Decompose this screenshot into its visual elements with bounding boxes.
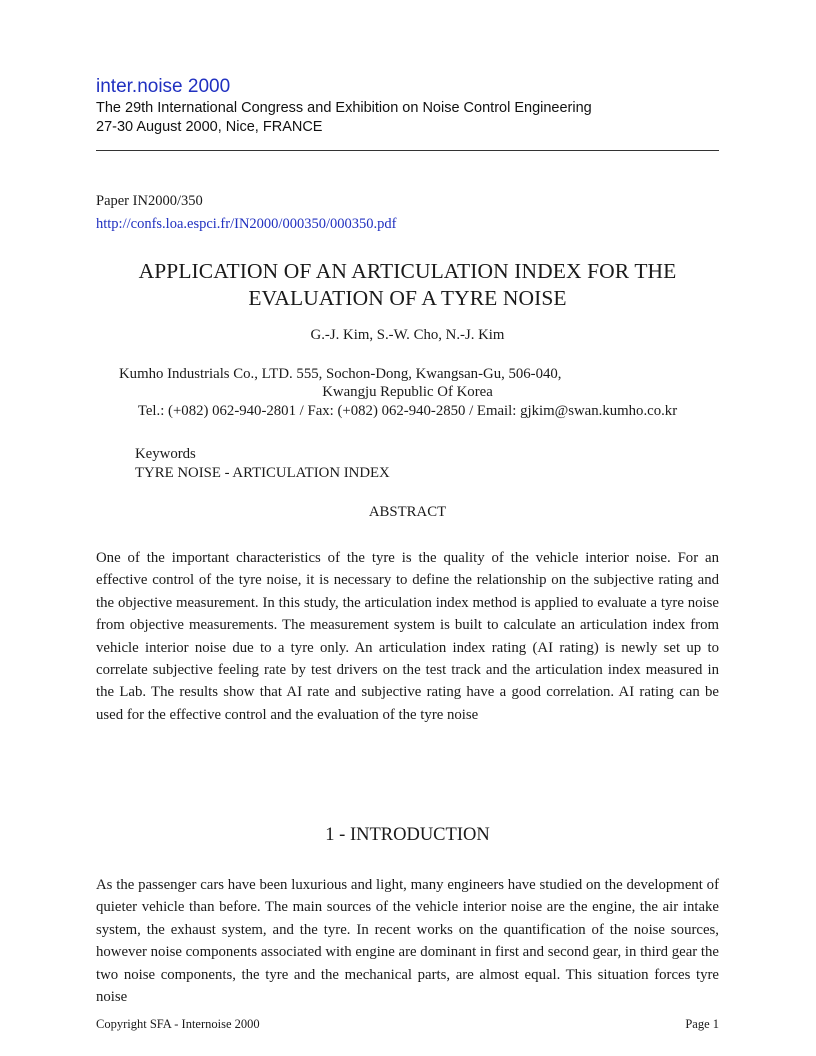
congress-line: The 29th International Congress and Exhibition on Noise Control Engineering — [96, 100, 592, 116]
paper-title — [96, 258, 719, 312]
authors: G.-J. Kim, S.-W. Cho, N.-J. Kim — [310, 327, 505, 343]
contact-line: Tel.: (+082) 062-940-2801 / Fax: (+082) 062-940-2850 / Email: gjkim@swan.kumho.co.kr — [137, 403, 678, 419]
abstract-heading: ABSTRACT — [368, 504, 447, 520]
paper-id: Paper IN2000/350 — [96, 193, 203, 209]
affiliation-line-2: Kwangju Republic Of Korea — [322, 384, 493, 400]
date-location: 27-30 August 2000, Nice, FRANCE — [96, 119, 323, 135]
keywords-value: TYRE NOISE - ARTICULATION INDEX — [135, 465, 390, 481]
copyright: Copyright SFA - Internoise 2000 — [96, 1017, 260, 1031]
affiliation-line-1: Kumho Industrials Co., LTD. 555, Sochon-Dong, Kwangsan-Gu, 506-040, — [119, 366, 562, 382]
title-line-1: APPLICATION OF AN ARTICULATION INDEX FOR THE — [138, 259, 677, 283]
page-number: Page 1 — [685, 1017, 719, 1031]
introduction-heading: 1 - INTRODUCTION — [325, 825, 490, 845]
title-line-2: EVALUATION OF A TYRE NOISE — [248, 286, 567, 310]
paper-url-link[interactable]: http://confs.loa.espci.fr/IN2000/000350/000350.pdf — [96, 216, 397, 232]
introduction-text: As the passenger cars have been luxurious and light, many engineers have studied on the development of quieter vehicle than before. The main sources of the vehicle interior noise are the engine, the air intake system, the exhaust system, and the tyre. In recent works on the quantification of the noise sources, however noise components associated with engine are dominant in first and second gear, in third gear the two noise components, the tyre and the mechanical parts, are almost equal. This situation forces tyre noise — [96, 877, 719, 1006]
abstract-text: One of the important characteristics of the tyre is the quality of the vehicle interior noise. For an effective control of the tyre noise, it is necessary to define the relationship on the subjective rating and the objective measurement. In this study, the articulation index method is applied to evaluate a tyre noise from objective measurements. The measurement system is built to calculate an articulation index from vehicle interior noise due to a tyre only. An articulation index rating (AI rating) is newly set up to correlate subjective feeling rate by test drivers on the test track and the articulation index measured in the Lab. The results show that AI rate and subjective rating have a good correlation. AI rating can be used for the effective control and the evaluation of the tyre noise — [96, 550, 719, 723]
header-divider — [96, 150, 719, 151]
page-footer — [96, 1017, 719, 1032]
keywords-label: Keywords — [135, 446, 196, 462]
conference-name: inter.noise 2000 — [96, 76, 231, 97]
